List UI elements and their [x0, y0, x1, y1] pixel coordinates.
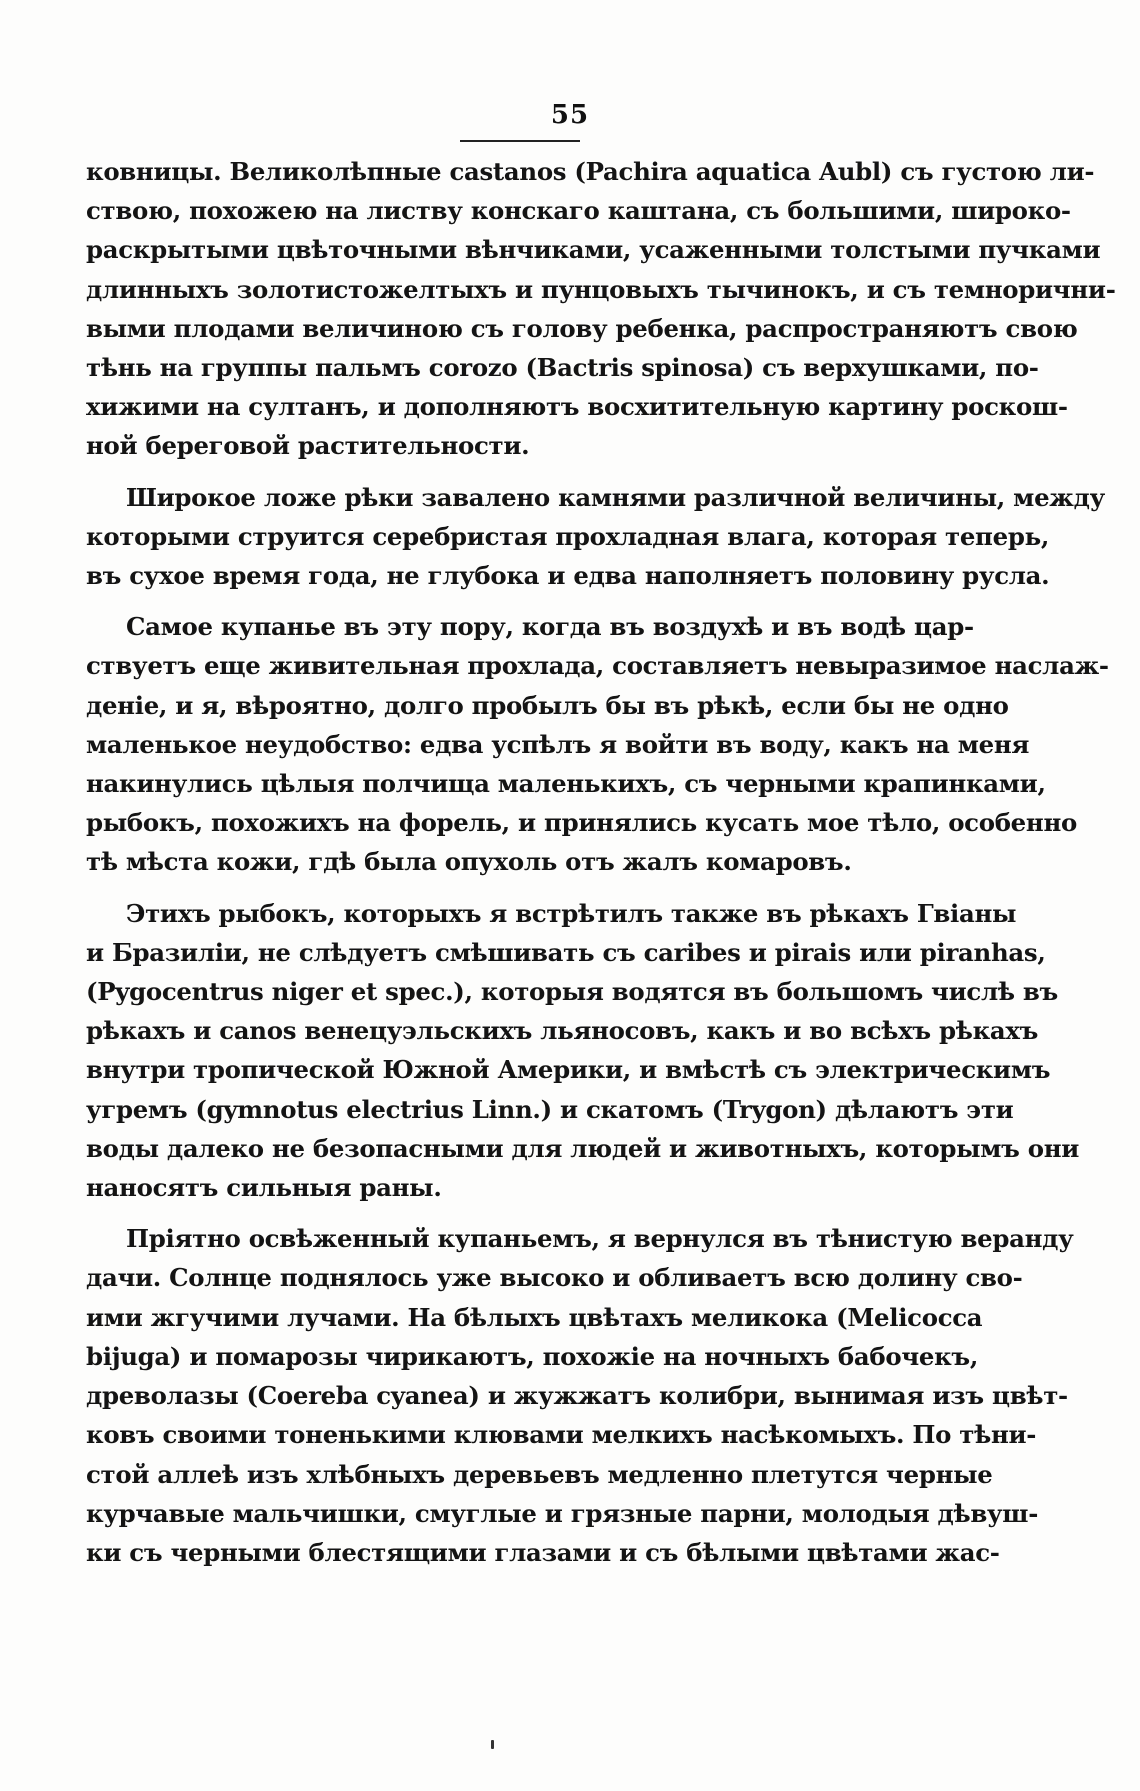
text-line: рыбокъ, похожихъ на форель, и принялись кусать мое тѣло, особенно: [86, 808, 1077, 838]
text-line: тѣ мѣста кожи, гдѣ была опухоль отъ жалъ комаровъ.: [86, 847, 852, 877]
text-line: внутри тропической Южной Америки, и вмѣстѣ съ электрическимъ: [86, 1055, 1051, 1085]
text-line: ковницы. Великолѣпные castanos (Pachira aquatica Aubl) съ густою ли-: [86, 157, 1095, 186]
text-line: ки съ черными блестящими глазами и съ бѣлыми цвѣтами жас-: [86, 1537, 1000, 1567]
paragraph-1: [86, 152, 1116, 466]
text-line: угремъ (gymnotus electrius Linn.) и скатомъ (Trygon) дѣлаютъ эти: [86, 1094, 1014, 1124]
text-line: маленькое неудобство: едва успѣлъ я войти въ воду, какъ на меня: [86, 729, 1030, 759]
ink-speck: [491, 1740, 494, 1749]
text-line: (Pygocentrus niger et spec.), которыя водятся въ большомъ числѣ въ: [86, 977, 1058, 1007]
text-line: Пріятно освѣженный купаньемъ, я вернулся въ тѣнистую веранду: [126, 1224, 1074, 1254]
body-text: [86, 152, 1116, 1584]
text-line: Самое купанье въ эту пору, когда въ воздухѣ и въ водѣ цар-: [126, 612, 974, 642]
header-rule: [460, 140, 580, 142]
text-line: накинулись цѣлыя полчища маленькихъ, съ черными крапинками,: [86, 769, 1046, 799]
text-line: въ сухое время года, не глубока и едва наполняетъ половину русла.: [86, 561, 1050, 591]
text-line: воды далеко не безопасными для людей и животныхъ, которымъ они: [86, 1133, 1080, 1163]
text-line: курчавые мальчишки, смуглые и грязные парни, молодыя дѣвуш-: [86, 1498, 1039, 1528]
text-line: ковъ своими тоненькими клювами мелкихъ насѣкомыхъ. По тѣни-: [86, 1420, 1037, 1450]
text-line: стой аллеѣ изъ хлѣбныхъ деревьевъ медленно плетутся черные: [86, 1459, 993, 1489]
text-line: которыми струится серебристая прохладная влага, которая теперь,: [86, 521, 1050, 551]
text-line: древолазы (Coereba cyanea) и жужжатъ колибри, вынимая изъ цвѣт-: [86, 1381, 1068, 1411]
text-line: Широкое ложе рѣки завалено камнями различной величины, между: [126, 482, 1105, 512]
text-line: тѣнь на группы пальмъ corozo (Bactris spinosa) съ верхушками, по-: [86, 353, 1039, 383]
text-line: выми плодами величиною съ голову ребенка, распространяютъ свою: [86, 313, 1078, 343]
text-line: bijuga) и помарозы чирикаютъ, похожіе на ночныхъ бабочекъ,: [86, 1341, 979, 1371]
text-line: ими жгучими лучами. На бѣлыхъ цвѣтахъ меликока (Melicocca: [86, 1302, 983, 1332]
text-line: длинныхъ золотистожелтыхъ и пунцовыхъ тычинокъ, и съ темнорични-: [86, 274, 1116, 304]
text-line: ствою, похожею на листву конскаго каштана, съ большими, широко-: [86, 196, 1071, 226]
text-line: и Бразиліи, не слѣдуетъ смѣшивать съ caribes и pirais или piranhas,: [86, 937, 1046, 967]
paragraph-3: [86, 607, 1109, 881]
text-line: рѣкахъ и canos венецуэльскихъ льяносовъ, какъ и во всѣхъ рѣкахъ: [86, 1016, 1039, 1046]
text-line: ствуетъ еще живительная прохлада, составляетъ невыразимое наслаж-: [86, 651, 1109, 681]
page-number: 55: [550, 100, 590, 130]
text-line: ной береговой растительности.: [86, 431, 530, 461]
text-line: Этихъ рыбокъ, которыхъ я встрѣтилъ также въ рѣкахъ Гвіаны: [126, 898, 1017, 928]
text-line: наносятъ сильныя раны.: [86, 1173, 442, 1203]
paragraph-2: [86, 478, 1105, 596]
paragraph-4: [86, 894, 1080, 1208]
text-line: дачи. Солнце поднялось уже высоко и обливаетъ всю долину сво-: [86, 1263, 1023, 1293]
text-line: раскрытыми цвѣточными вѣнчиками, усаженными толстыми пучками: [86, 235, 1101, 265]
text-line: деніе, и я, вѣроятно, долго пробылъ бы въ рѣкѣ, если бы не одно: [86, 690, 1009, 720]
text-line: хижими на султанъ, и дополняютъ восхитительную картину роскош-: [86, 392, 1068, 422]
paragraph-5: [86, 1219, 1074, 1572]
